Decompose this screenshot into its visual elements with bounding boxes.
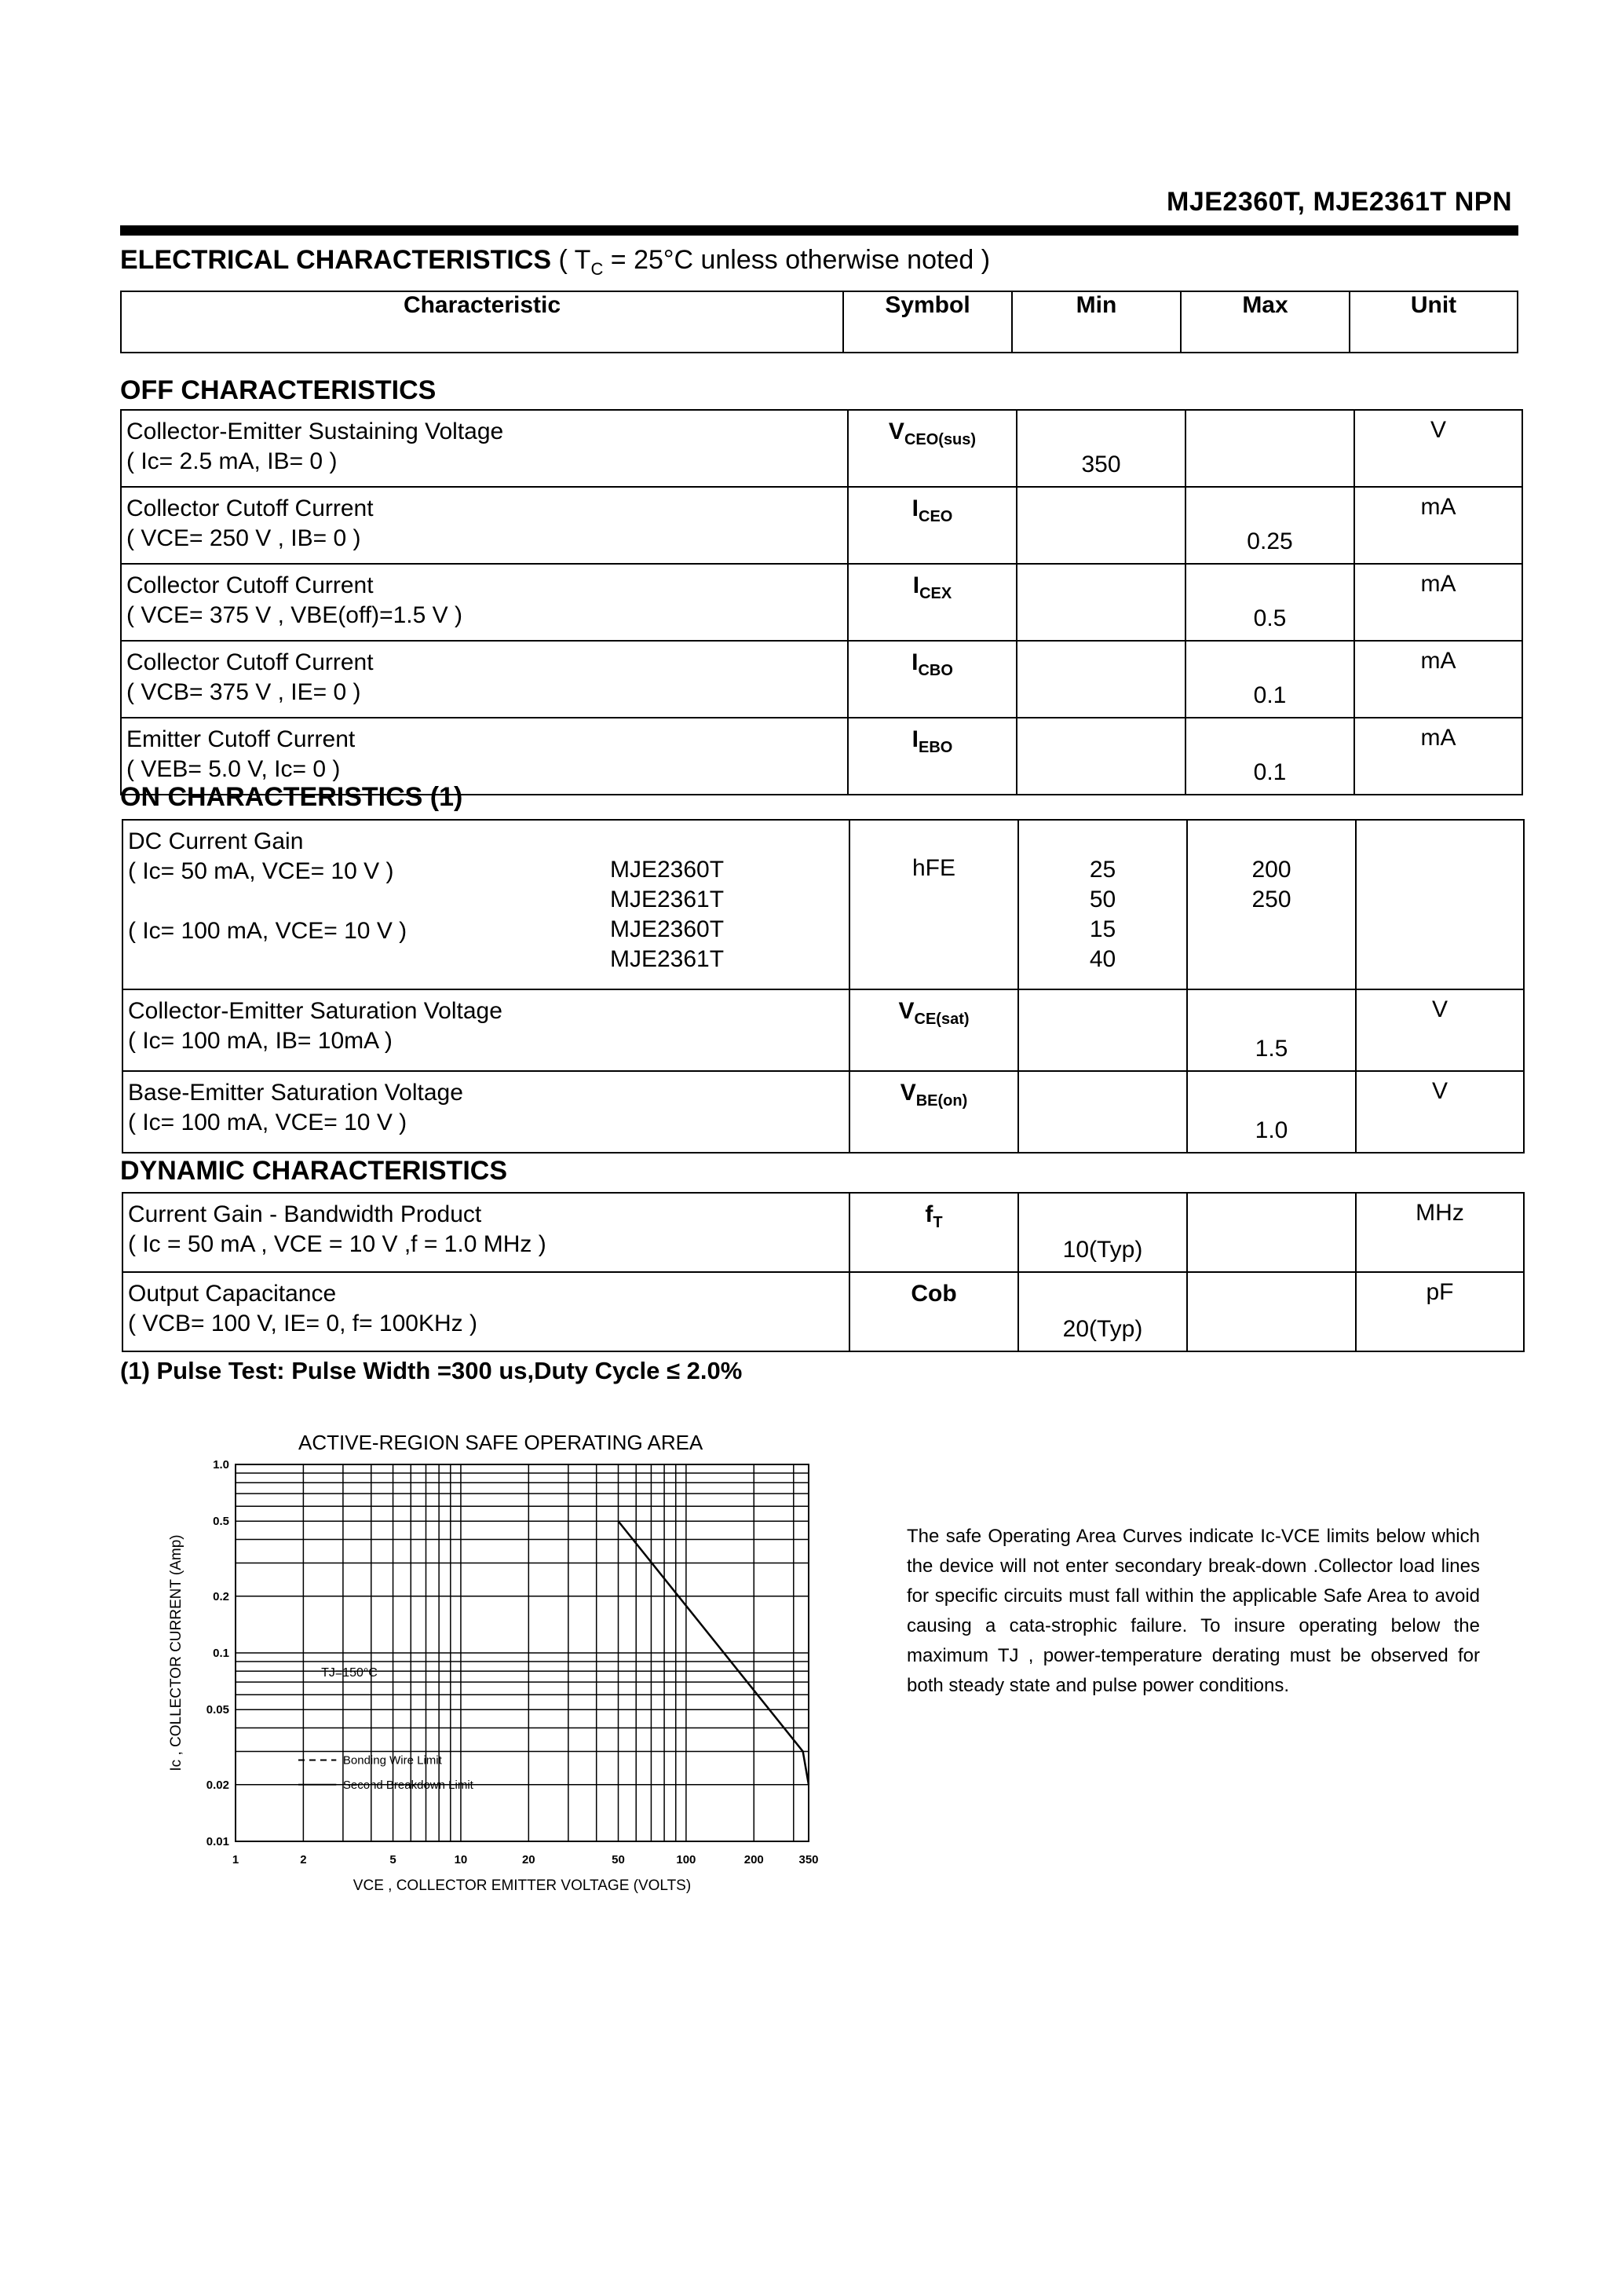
dc-gain-models bbox=[610, 855, 724, 974]
min-value: 40 bbox=[1089, 946, 1116, 972]
row-min bbox=[1017, 718, 1185, 795]
row-max bbox=[1187, 1272, 1356, 1351]
row-symbol: $V_{BE(on)}$ bbox=[849, 1071, 1018, 1153]
row-unit: pF bbox=[1356, 1272, 1524, 1351]
x-tick-label: 200 bbox=[743, 1853, 764, 1866]
row-condition: ( VCE= 375 V , VBE(off)=1.5 V ) bbox=[126, 602, 462, 628]
row-min bbox=[1017, 641, 1185, 718]
row-name: Collector-Emitter Saturation Voltage bbox=[128, 998, 502, 1024]
table-row bbox=[122, 1071, 1524, 1153]
x-tick-label: 10 bbox=[454, 1853, 468, 1866]
y-tick-label: 0.2 bbox=[213, 1589, 229, 1603]
row-description bbox=[121, 487, 848, 564]
dc-gain-unit bbox=[1356, 820, 1524, 989]
row-max: 0.5 bbox=[1185, 564, 1354, 641]
y-tick-label: 0.02 bbox=[206, 1778, 229, 1792]
table-row bbox=[122, 1193, 1524, 1272]
row-name: Collector Cutoff Current bbox=[126, 495, 374, 521]
x-tick-label: 50 bbox=[612, 1853, 625, 1866]
min-value: 50 bbox=[1089, 887, 1116, 912]
on-table bbox=[122, 819, 1525, 1153]
legend-label: Bonding Wire Limit bbox=[342, 1753, 442, 1768]
dc-gain-symbol: hFE bbox=[849, 820, 1018, 989]
off-table bbox=[120, 409, 1523, 795]
row-symbol: $f_T$ bbox=[849, 1193, 1018, 1272]
tj-annotation: TJ=150°C bbox=[321, 1665, 378, 1680]
dc-gain-name: DC Current Gain bbox=[128, 828, 304, 854]
row-max bbox=[1185, 410, 1354, 487]
row-max: 0.25 bbox=[1185, 487, 1354, 564]
dynamic-characteristics-title: DYNAMIC CHARACTERISTICS bbox=[120, 1156, 507, 1186]
part-number: MJE2360T, MJE2361T NPN bbox=[1167, 187, 1512, 217]
table-row bbox=[121, 410, 1522, 487]
row-description bbox=[122, 1071, 849, 1153]
on-characteristics-title: ON CHARACTERISTICS (1) bbox=[120, 782, 463, 812]
dc-gain-cond2: ( Ic= 100 mA, VCE= 10 V ) bbox=[128, 918, 407, 944]
min-value: 15 bbox=[1089, 916, 1116, 942]
row-symbol: $V_{CEO(sus)}$ bbox=[848, 410, 1017, 487]
row-name: Current Gain - Bandwidth Product bbox=[128, 1201, 482, 1227]
row-name: Collector Cutoff Current bbox=[126, 572, 374, 598]
x-tick-label: 1 bbox=[232, 1853, 239, 1866]
x-tick-label: 100 bbox=[676, 1853, 696, 1866]
electrical-title-text: ELECTRICAL CHARACTERISTICS bbox=[120, 245, 552, 275]
row-max bbox=[1187, 1193, 1356, 1272]
chart-title: ACTIVE-REGION SAFE OPERATING AREA bbox=[298, 1431, 703, 1454]
row-symbol: $I_{CEO}$ bbox=[848, 487, 1017, 564]
row-min bbox=[1018, 1071, 1187, 1153]
x-axis-label: VCE , COLLECTOR EMITTER VOLTAGE (VOLTS) bbox=[353, 1877, 692, 1894]
electrical-title bbox=[120, 245, 990, 280]
x-tick-label: 20 bbox=[521, 1853, 535, 1866]
dc-gain-max bbox=[1187, 820, 1356, 989]
col-min: Min bbox=[1012, 291, 1181, 353]
row-name: Collector-Emitter Sustaining Voltage bbox=[126, 419, 504, 444]
row-min bbox=[1018, 989, 1187, 1071]
header-rule bbox=[120, 225, 1518, 236]
row-symbol: $I_{EBO}$ bbox=[848, 718, 1017, 795]
row-name: Emitter Cutoff Current bbox=[126, 726, 356, 752]
col-symbol: Symbol bbox=[843, 291, 1012, 353]
row-description bbox=[122, 1193, 849, 1272]
row-unit: mA bbox=[1354, 564, 1522, 641]
row-description bbox=[121, 564, 848, 641]
row-description bbox=[121, 410, 848, 487]
dynamic-table bbox=[122, 1192, 1525, 1352]
row-condition: ( Ic= 100 mA, VCE= 10 V ) bbox=[128, 1110, 407, 1135]
row-description bbox=[121, 641, 848, 718]
row-condition: ( Ic= 100 mA, IB= 10mA ) bbox=[128, 1028, 393, 1054]
row-condition: ( Ic= 2.5 mA, IB= 0 ) bbox=[126, 448, 338, 474]
row-unit: V bbox=[1356, 989, 1524, 1071]
row-max: 1.5 bbox=[1187, 989, 1356, 1071]
row-symbol: $V_{CE(sat)}$ bbox=[849, 989, 1018, 1071]
row-unit: mA bbox=[1354, 641, 1522, 718]
dc-gain-min bbox=[1018, 820, 1187, 989]
x-tick-label: 350 bbox=[798, 1853, 819, 1866]
row-description bbox=[122, 1272, 849, 1351]
row-min bbox=[1017, 564, 1185, 641]
row-unit: MHz bbox=[1356, 1193, 1524, 1272]
row-unit: V bbox=[1356, 1071, 1524, 1153]
y-tick-label: 0.05 bbox=[206, 1703, 229, 1717]
table-row bbox=[122, 1272, 1524, 1351]
col-max: Max bbox=[1181, 291, 1350, 353]
electrical-condition: ( $T_C = 25^\circ C$ unless otherwise noted ) bbox=[558, 245, 991, 279]
col-unit: Unit bbox=[1350, 291, 1518, 353]
model: MJE2360T bbox=[610, 857, 725, 883]
row-symbol: Cob bbox=[849, 1272, 1018, 1351]
row-min: 350 bbox=[1017, 410, 1185, 487]
model: MJE2360T bbox=[610, 916, 725, 942]
row-symbol: $I_{CBO}$ bbox=[848, 641, 1017, 718]
col-characteristic: Characteristic bbox=[121, 291, 843, 353]
row-description bbox=[122, 989, 849, 1071]
legend-label: Second Breakdown Limit bbox=[342, 1778, 473, 1792]
y-tick-label: 1.0 bbox=[213, 1458, 229, 1472]
row-max: 1.0 bbox=[1187, 1071, 1356, 1153]
y-tick-label: 0.1 bbox=[213, 1647, 229, 1660]
row-name: Collector Cutoff Current bbox=[126, 649, 374, 675]
y-tick-label: 0.5 bbox=[213, 1515, 229, 1529]
x-tick-label: 5 bbox=[389, 1853, 396, 1866]
row-unit: V bbox=[1354, 410, 1522, 487]
soa-description: The safe Operating Area Curves indicate Ic-VCE limits below which the device will not enter secondary break-down .Collector load lines for specific circuits must fall within the applicable Safe Area to avoid causing a cata-strophic failure. To insure operating below the maximum TJ , power-temperature derating must be observed for both steady state and pulse power conditions. bbox=[907, 1526, 1480, 1696]
min-value: 25 bbox=[1089, 857, 1116, 883]
row-min bbox=[1017, 487, 1185, 564]
dc-gain-cond1: ( Ic= 50 mA, VCE= 10 V ) bbox=[128, 858, 394, 884]
row-condition: ( VCB= 100 V, IE= 0, f= 100KHz ) bbox=[128, 1311, 477, 1336]
table-row bbox=[122, 820, 1524, 989]
model: MJE2361T bbox=[610, 946, 725, 972]
row-condition: ( VCB= 375 V , IE= 0 ) bbox=[126, 679, 361, 705]
max-value: 250 bbox=[1251, 887, 1291, 912]
soa-chart bbox=[157, 1457, 864, 1896]
y-tick-label: 0.01 bbox=[206, 1835, 229, 1848]
row-min: 10(Typ) bbox=[1018, 1193, 1187, 1272]
footnote: (1) Pulse Test: Pulse Width =300 us,Duty Cycle ≤ 2.0% bbox=[120, 1357, 743, 1384]
row-min: 20(Typ) bbox=[1018, 1272, 1187, 1351]
row-unit: mA bbox=[1354, 487, 1522, 564]
row-max: 0.1 bbox=[1185, 718, 1354, 795]
row-name: Output Capacitance bbox=[128, 1281, 337, 1307]
table-row bbox=[122, 989, 1524, 1071]
table-header bbox=[120, 291, 1518, 353]
row-symbol: $I_{CEX}$ bbox=[848, 564, 1017, 641]
table-row bbox=[121, 564, 1522, 641]
row-condition: ( VEB= 5.0 V, Ic= 0 ) bbox=[126, 756, 341, 782]
dc-gain-desc bbox=[122, 820, 849, 989]
table-row bbox=[121, 487, 1522, 564]
max-value: 200 bbox=[1251, 857, 1291, 883]
row-max: 0.1 bbox=[1185, 641, 1354, 718]
off-characteristics-title: OFF CHARACTERISTICS bbox=[120, 375, 437, 405]
row-condition: ( VCE= 250 V , IB= 0 ) bbox=[126, 525, 361, 551]
row-condition: ( Ic = 50 mA , VCE = 10 V ,f = 1.0 MHz ) bbox=[128, 1231, 546, 1257]
x-tick-label: 2 bbox=[300, 1853, 307, 1866]
model: MJE2361T bbox=[610, 887, 725, 912]
row-name: Base-Emitter Saturation Voltage bbox=[128, 1080, 463, 1106]
row-unit: mA bbox=[1354, 718, 1522, 795]
y-axis-label: Ic , COLLECTOR CURRENT (Amp) bbox=[168, 1534, 184, 1771]
table-row bbox=[121, 641, 1522, 718]
